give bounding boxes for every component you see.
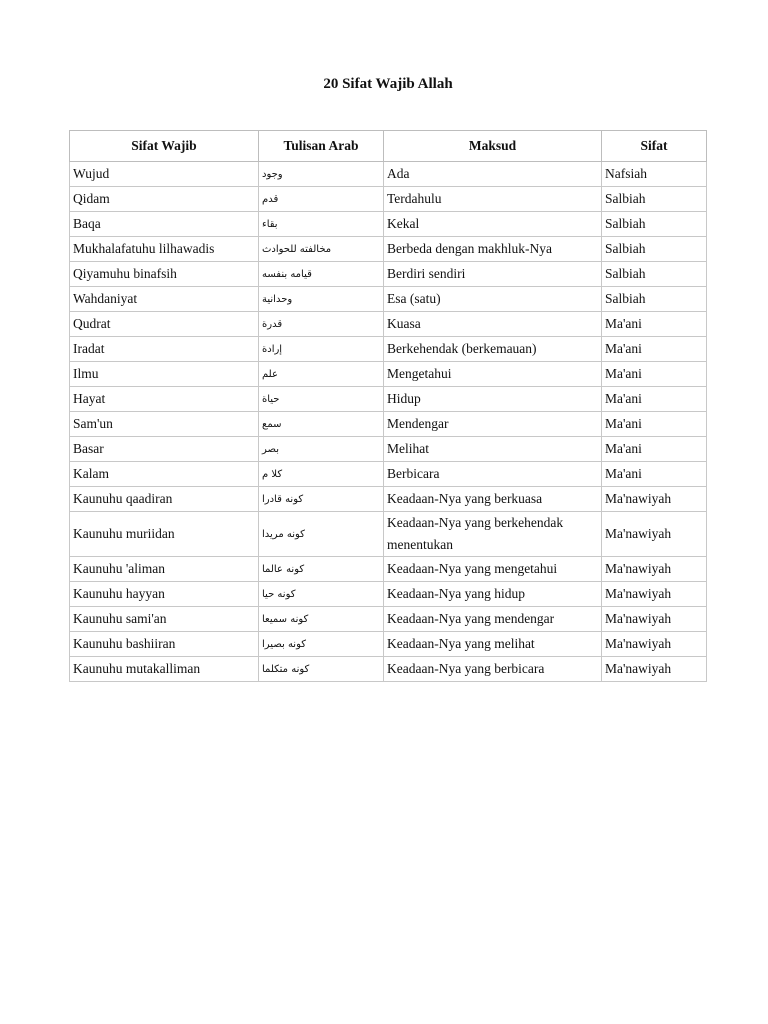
arabic-text: كونه عالما [262, 563, 305, 575]
table-row [70, 212, 707, 237]
cell-maksud: Berbicara [384, 462, 602, 487]
cell-sifat: Salbiah [602, 187, 707, 212]
table-row [70, 412, 707, 437]
cell-sifat: Ma'nawiyah [602, 607, 707, 632]
cell-maksud: Keadaan-Nya yang mengetahui [384, 557, 602, 582]
arabic-text: كونه سميعا [262, 613, 309, 625]
table-row [70, 162, 707, 187]
cell-sifat: Ma'ani [602, 437, 707, 462]
cell-tulisan-arab [259, 657, 384, 682]
cell-maksud: Mendengar [384, 412, 602, 437]
cell-sifat-wajib: Mukhalafatuhu lilhawadis [70, 237, 259, 262]
table-row [70, 362, 707, 387]
cell-sifat-wajib: Basar [70, 437, 259, 462]
cell-sifat: Ma'nawiyah [602, 632, 707, 657]
cell-tulisan-arab [259, 412, 384, 437]
cell-sifat-wajib: Baqa [70, 212, 259, 237]
cell-sifat: Ma'ani [602, 362, 707, 387]
table-row [70, 262, 707, 287]
cell-sifat-wajib: Ilmu [70, 362, 259, 387]
cell-tulisan-arab [259, 162, 384, 187]
cell-sifat: Ma'nawiyah [602, 487, 707, 512]
cell-sifat: Ma'nawiyah [602, 512, 707, 557]
cell-tulisan-arab [259, 512, 384, 557]
arabic-text: قيامه بنفسه [262, 268, 312, 280]
cell-tulisan-arab [259, 262, 384, 287]
cell-sifat-wajib: Kaunuhu sami'an [70, 607, 259, 632]
cell-sifat-wajib: Qiyamuhu binafsih [70, 262, 259, 287]
table-row [70, 187, 707, 212]
cell-tulisan-arab [259, 287, 384, 312]
table-row [70, 512, 707, 557]
header-sifat-wajib: Sifat Wajib [70, 131, 259, 162]
cell-maksud: Berdiri sendiri [384, 262, 602, 287]
arabic-text: سمع [262, 418, 282, 430]
cell-sifat-wajib: Wahdaniyat [70, 287, 259, 312]
table-row [70, 287, 707, 312]
cell-sifat-wajib: Qudrat [70, 312, 259, 337]
arabic-text: كونه قادرا [262, 493, 304, 505]
cell-sifat: Salbiah [602, 262, 707, 287]
cell-tulisan-arab [259, 632, 384, 657]
cell-sifat: Ma'ani [602, 387, 707, 412]
arabic-text: مخالفته للحوادث [262, 243, 332, 255]
cell-maksud: Ada [384, 162, 602, 187]
arabic-text: كونه متكلما [262, 663, 310, 675]
cell-sifat: Ma'ani [602, 462, 707, 487]
cell-tulisan-arab [259, 557, 384, 582]
cell-sifat-wajib: Iradat [70, 337, 259, 362]
table-body [70, 162, 707, 682]
cell-maksud: Terdahulu [384, 187, 602, 212]
cell-maksud: Kekal [384, 212, 602, 237]
cell-sifat-wajib: Wujud [70, 162, 259, 187]
page-title: 20 Sifat Wajib Allah [323, 76, 453, 92]
arabic-text: وحدانية [262, 293, 293, 305]
cell-maksud: Berbeda dengan makhluk-Nya [384, 237, 602, 262]
cell-sifat: Nafsiah [602, 162, 707, 187]
cell-sifat: Ma'ani [602, 312, 707, 337]
cell-sifat-wajib: Kaunuhu mutakalliman [70, 657, 259, 682]
sifat-wajib-table [69, 130, 707, 682]
cell-tulisan-arab [259, 487, 384, 512]
arabic-text: كونه مريدا [262, 528, 305, 540]
cell-tulisan-arab [259, 187, 384, 212]
table-row [70, 557, 707, 582]
header-sifat: Sifat [602, 131, 707, 162]
table-row [70, 437, 707, 462]
cell-tulisan-arab [259, 437, 384, 462]
arabic-text: إرادة [262, 343, 283, 355]
cell-sifat-wajib: Kaunuhu 'aliman [70, 557, 259, 582]
cell-tulisan-arab [259, 462, 384, 487]
cell-sifat: Ma'nawiyah [602, 657, 707, 682]
cell-sifat: Ma'ani [602, 337, 707, 362]
arabic-text: علم [262, 368, 278, 380]
arabic-text: بقاء [262, 218, 278, 230]
table-row [70, 387, 707, 412]
cell-tulisan-arab [259, 212, 384, 237]
cell-sifat-wajib: Kaunuhu qaadiran [70, 487, 259, 512]
cell-maksud: Melihat [384, 437, 602, 462]
cell-maksud: Kuasa [384, 312, 602, 337]
cell-sifat-wajib: Kalam [70, 462, 259, 487]
cell-maksud: Mengetahui [384, 362, 602, 387]
cell-sifat: Ma'ani [602, 412, 707, 437]
cell-sifat: Ma'nawiyah [602, 557, 707, 582]
arabic-text: قدرة [262, 318, 283, 330]
header-tulisan-arab: Tulisan Arab [259, 131, 384, 162]
table-row [70, 487, 707, 512]
cell-tulisan-arab [259, 237, 384, 262]
cell-maksud: Hidup [384, 387, 602, 412]
arabic-text: قدم [262, 193, 279, 205]
cell-tulisan-arab [259, 362, 384, 387]
arabic-text: كلا م [262, 468, 283, 480]
arabic-text: وجود [262, 168, 283, 180]
cell-tulisan-arab [259, 582, 384, 607]
cell-sifat-wajib: Kaunuhu hayyan [70, 582, 259, 607]
cell-tulisan-arab [259, 607, 384, 632]
table-row [70, 337, 707, 362]
cell-sifat: Salbiah [602, 287, 707, 312]
cell-tulisan-arab [259, 337, 384, 362]
cell-sifat-wajib: Qidam [70, 187, 259, 212]
cell-maksud: Berkehendak (berkemauan) [384, 337, 602, 362]
table-row [70, 582, 707, 607]
cell-sifat: Ma'nawiyah [602, 582, 707, 607]
header-maksud: Maksud [384, 131, 602, 162]
arabic-text: كونه بصيرا [262, 638, 307, 650]
cell-maksud: Keadaan-Nya yang berkehendak menentukan [384, 512, 602, 557]
table-row [70, 607, 707, 632]
arabic-text: بصر [262, 443, 279, 455]
cell-sifat-wajib: Kaunuhu muriidan [70, 512, 259, 557]
cell-tulisan-arab [259, 312, 384, 337]
cell-sifat-wajib: Sam'un [70, 412, 259, 437]
cell-sifat-wajib: Kaunuhu bashiiran [70, 632, 259, 657]
cell-sifat-wajib: Hayat [70, 387, 259, 412]
cell-maksud: Keadaan-Nya yang melihat [384, 632, 602, 657]
arabic-text: حياة [262, 393, 280, 405]
table-row [70, 237, 707, 262]
cell-sifat: Salbiah [602, 212, 707, 237]
cell-maksud: Keadaan-Nya yang berbicara [384, 657, 602, 682]
table-row [70, 462, 707, 487]
table-row [70, 312, 707, 337]
cell-sifat: Salbiah [602, 237, 707, 262]
cell-maksud: Keadaan-Nya yang berkuasa [384, 487, 602, 512]
cell-maksud: Keadaan-Nya yang hidup [384, 582, 602, 607]
table-row [70, 657, 707, 682]
cell-maksud: Keadaan-Nya yang mendengar [384, 607, 602, 632]
cell-maksud: Esa (satu) [384, 287, 602, 312]
arabic-text: كونه حيا [262, 588, 296, 600]
table-row [70, 632, 707, 657]
cell-tulisan-arab [259, 387, 384, 412]
table-header-row [70, 131, 707, 162]
